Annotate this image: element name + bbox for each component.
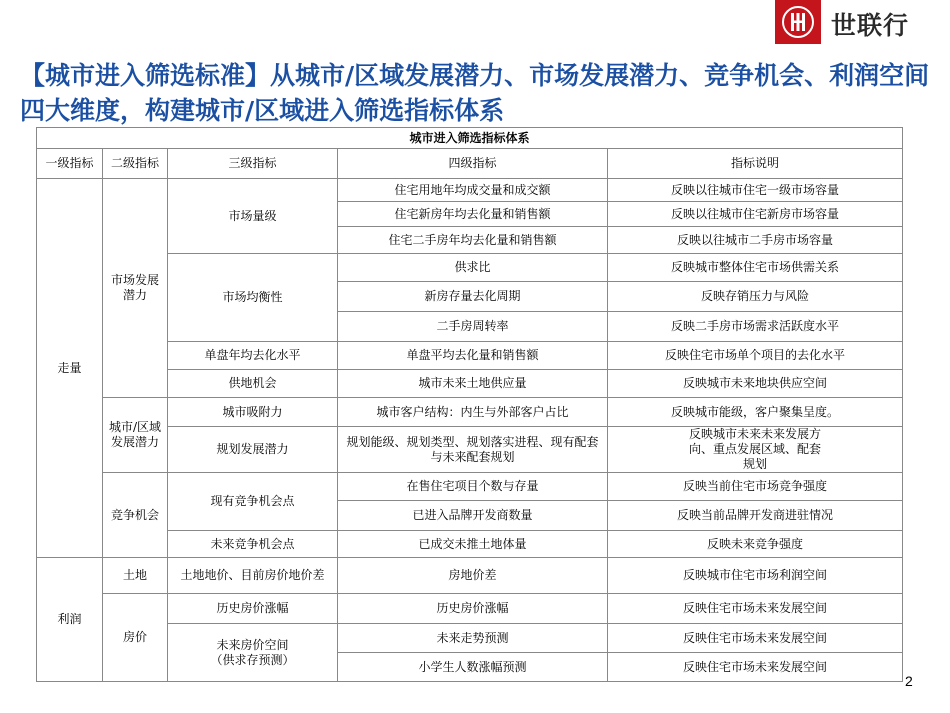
- desc-cell: 反映二手房市场需求活跃度水平: [608, 312, 903, 342]
- desc-cell: 反映以往城市住宅一级市场容量: [608, 179, 903, 202]
- l3-cell: 市场量级: [168, 179, 338, 254]
- header-desc: 指标说明: [608, 149, 903, 179]
- page-number: 2: [905, 673, 913, 689]
- l3-cell: 现有竞争机会点: [168, 473, 338, 531]
- brand-logo: [775, 0, 950, 44]
- desc-cell: 反映当前住宅市场竞争强度: [608, 473, 903, 501]
- logo-emblem-icon: [775, 0, 821, 44]
- desc-cell: 反映城市能级，客户聚集呈度。: [608, 398, 903, 427]
- l4-cell: 供求比: [338, 254, 608, 282]
- desc-cell: 反映住宅市场未来发展空间: [608, 653, 903, 682]
- l4-cell: 住宅新房年均去化量和销售额: [338, 202, 608, 227]
- desc-cell: 反映未来竞争强度: [608, 531, 903, 558]
- desc-cell: 反映以往城市住宅新房市场容量: [608, 202, 903, 227]
- l4-cell: 已进入品牌开发商数量: [338, 501, 608, 531]
- header-l3: 三级指标: [168, 149, 338, 179]
- l3-cell: 未来竞争机会点: [168, 531, 338, 558]
- page-title: 【城市进入筛选标准】从城市/区域发展潜力、市场发展潜力、竞争机会、利润空间四大维度，构建城市/区域进入筛选指标体系: [20, 61, 930, 125]
- l2-cell: 城市/区域发展潜力: [103, 398, 168, 473]
- l4-cell: 单盘平均去化量和销售额: [338, 342, 608, 370]
- desc-cell: 反映城市未来地块供应空间: [608, 370, 903, 398]
- indicator-table: [36, 127, 903, 682]
- desc-cell: 反映存销压力与风险: [608, 282, 903, 312]
- l2-cell: 房价: [103, 594, 168, 682]
- desc-cell: 反映以往城市二手房市场容量: [608, 227, 903, 254]
- desc-cell: 反映城市住宅市场利润空间: [608, 558, 903, 594]
- l2-cell: 土地: [103, 558, 168, 594]
- l3-cell: 未来房价空间 （供求存预测）: [168, 624, 338, 682]
- desc-cell: 反映住宅市场未来发展空间: [608, 624, 903, 653]
- header-l4: 四级指标: [338, 149, 608, 179]
- l1-cell: 走量: [37, 179, 103, 558]
- l4-cell: 城市未来土地供应量: [338, 370, 608, 398]
- l3-cell: 城市吸附力: [168, 398, 338, 427]
- table-caption: 城市进入筛选指标体系: [37, 128, 903, 149]
- l3-cell: 市场均衡性: [168, 254, 338, 342]
- l4-cell: 住宅用地年均成交量和成交额: [338, 179, 608, 202]
- l3-cell: 历史房价涨幅: [168, 594, 338, 624]
- l4-cell: 未来走势预测: [338, 624, 608, 653]
- l3-cell: 规划发展潜力: [168, 427, 338, 473]
- l3-cell: 供地机会: [168, 370, 338, 398]
- desc-cell: 反映城市未来未来发展方向、重点发展区域、配套规划: [608, 427, 903, 473]
- l2-cell: 市场发展潜力: [103, 179, 168, 398]
- l3-cell: 单盘年均去化水平: [168, 342, 338, 370]
- l4-cell: 二手房周转率: [338, 312, 608, 342]
- desc-cell: 反映住宅市场单个项目的去化水平: [608, 342, 903, 370]
- l4-cell: 小学生人数涨幅预测: [338, 653, 608, 682]
- l4-cell: 已成交未推土地体量: [338, 531, 608, 558]
- header-l2: 二级指标: [103, 149, 168, 179]
- desc-cell: 反映城市整体住宅市场供需关系: [608, 254, 903, 282]
- header-l1: 一级指标: [37, 149, 103, 179]
- l4-cell: 规划能级、规划类型、规划落实进程、现有配套与未来配套规划: [338, 427, 608, 473]
- brand-name: 世联行: [831, 11, 910, 40]
- l4-cell: 历史房价涨幅: [338, 594, 608, 624]
- l4-cell: 城市客户结构：内生与外部客户占比: [338, 398, 608, 427]
- l4-cell: 新房存量去化周期: [338, 282, 608, 312]
- desc-cell: 反映住宅市场未来发展空间: [608, 594, 903, 624]
- desc-cell: 反映当前品牌开发商进驻情况: [608, 501, 903, 531]
- l4-cell: 住宅二手房年均去化量和销售额: [338, 227, 608, 254]
- l1-cell: 利润: [37, 558, 103, 682]
- l4-cell: 房地价差: [338, 558, 608, 594]
- l2-cell: 竞争机会: [103, 473, 168, 558]
- l3-cell: 土地地价、目前房价地价差: [168, 558, 338, 594]
- l4-cell: 在售住宅项目个数与存量: [338, 473, 608, 501]
